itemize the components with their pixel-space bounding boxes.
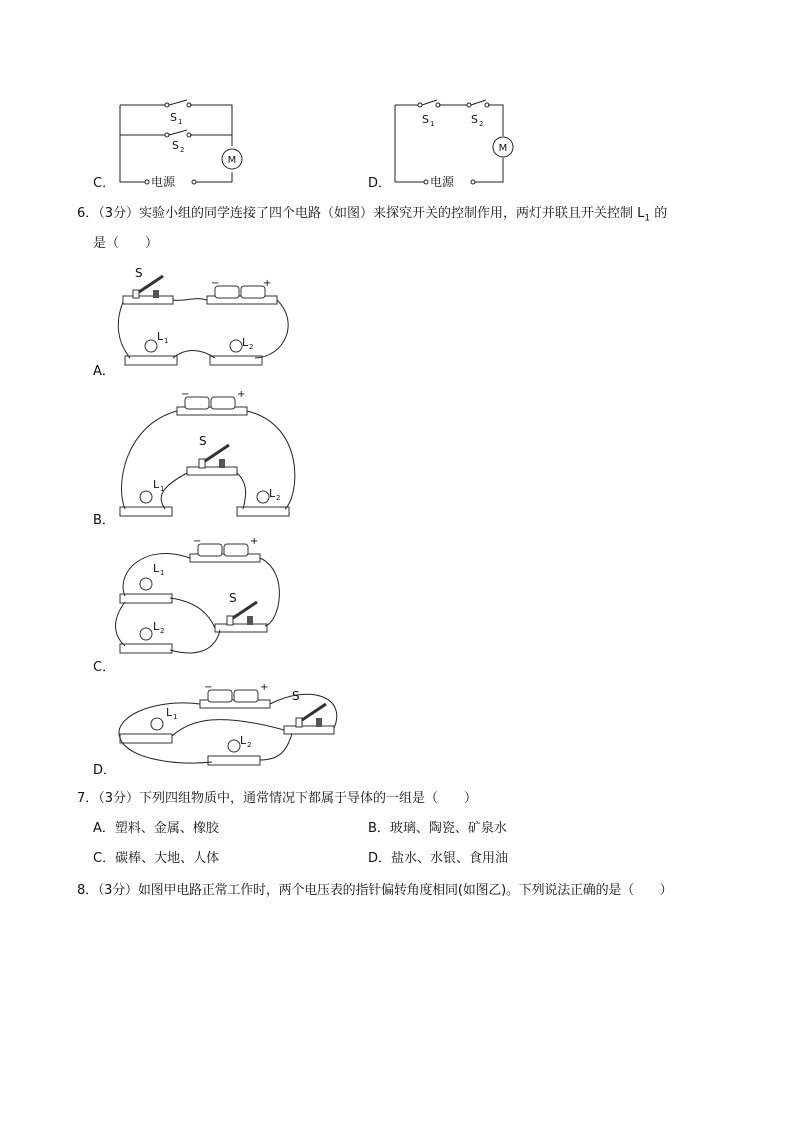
lamp-sub: 2 bbox=[160, 627, 165, 635]
q6-option-b-label: B． bbox=[93, 513, 115, 528]
q6-stem-tail: 的 bbox=[650, 206, 668, 221]
q5-option-c-label: C． bbox=[93, 176, 116, 191]
q6-stem-line1 bbox=[77, 206, 667, 227]
q5d-s2-sub: 2 bbox=[479, 120, 484, 128]
battery-minus: − bbox=[211, 278, 220, 289]
q5d-power: 电源 bbox=[430, 175, 455, 189]
lamp-label: L bbox=[269, 487, 276, 500]
bulb-icon bbox=[228, 740, 240, 752]
bulb-icon bbox=[230, 340, 242, 352]
q5d-s1-sub: 1 bbox=[430, 120, 435, 128]
q6-stem-text: 6．（3分）实验小组的同学连接了四个电路（如图）来探究开关的控制作用，两灯并联且开关控制 L bbox=[77, 206, 645, 221]
lamp-label: L bbox=[242, 336, 249, 349]
q7-stem: 7．（3分）下列四组物质中，通常情况下都属于导体的一组是（ ） bbox=[77, 791, 478, 806]
q7-option-c-label: C． bbox=[93, 851, 116, 866]
bulb-icon bbox=[140, 491, 152, 503]
q6-option-d-label: D． bbox=[93, 763, 117, 778]
q5-option-c-diagram bbox=[110, 100, 250, 192]
q6-option-b-diagram bbox=[115, 385, 305, 525]
battery-plus: + bbox=[260, 682, 269, 693]
switch-label: S bbox=[135, 266, 143, 280]
lamp-label: L bbox=[153, 478, 160, 491]
q7-option-c-text: 碳棒、大地、人体 bbox=[115, 851, 220, 866]
bulb-icon bbox=[140, 578, 152, 590]
q5c-s1-sub: 1 bbox=[178, 118, 183, 126]
bulb-icon bbox=[257, 491, 269, 503]
q5d-s2: S bbox=[471, 113, 478, 126]
battery-minus: − bbox=[181, 389, 190, 400]
q6-option-c-label: C． bbox=[93, 660, 116, 675]
q7-option-b[interactable] bbox=[368, 821, 507, 837]
q7-option-d[interactable] bbox=[368, 851, 508, 867]
switch-label: S bbox=[199, 434, 207, 448]
q7-option-d-text: 盐水、水银、食用油 bbox=[391, 851, 509, 866]
q7-option-c[interactable] bbox=[93, 851, 219, 867]
bulb-icon bbox=[140, 628, 152, 640]
lamp-sub: 2 bbox=[276, 494, 281, 502]
q5-option-d-label: D． bbox=[368, 176, 392, 191]
q5c-s2-sub: 2 bbox=[180, 146, 185, 154]
q6-stem-line2: 是（ ） bbox=[93, 236, 159, 251]
lamp-label: L bbox=[157, 330, 164, 343]
switch-label: S bbox=[229, 591, 237, 605]
q5d-motor-text: M bbox=[498, 143, 508, 154]
q5c-s2: S bbox=[172, 139, 179, 152]
battery-plus: + bbox=[250, 536, 259, 547]
lamp-sub: 2 bbox=[249, 343, 254, 351]
switch-label: S bbox=[292, 689, 300, 703]
battery-minus: − bbox=[204, 682, 213, 693]
q6-option-d-diagram bbox=[112, 678, 352, 774]
lamp-label: L bbox=[166, 706, 173, 719]
q5-option-d-diagram bbox=[385, 100, 525, 192]
lamp-label: L bbox=[153, 562, 160, 575]
q8-stem: 8．（3分）如图甲电路正常工作时，两个电压表的指针偏转角度相同(如图乙)。下列说法正确的是（ ） bbox=[77, 883, 673, 898]
lamp-sub: 1 bbox=[164, 337, 169, 345]
bulb-icon bbox=[151, 718, 163, 730]
q6-option-a-diagram bbox=[115, 262, 295, 377]
lamp-sub: 1 bbox=[160, 485, 165, 493]
q7-option-a-label: A． bbox=[93, 821, 115, 836]
lamp-label: L bbox=[153, 620, 160, 633]
battery-plus: + bbox=[237, 389, 246, 400]
q5c-motor-text: M bbox=[227, 155, 237, 166]
lamp-label: L bbox=[240, 734, 247, 747]
q7-option-d-label: D． bbox=[368, 851, 392, 866]
q7-option-a-text: 塑料、金属、橡胶 bbox=[114, 821, 219, 836]
lamp-sub: 1 bbox=[160, 569, 165, 577]
battery-minus: − bbox=[193, 536, 202, 547]
q6-stem-sub: 1 bbox=[644, 213, 651, 224]
lamp-sub: 1 bbox=[173, 713, 178, 721]
q6-option-c-diagram bbox=[115, 532, 295, 662]
q7-option-b-label: B． bbox=[368, 821, 390, 836]
q7-option-a[interactable] bbox=[93, 821, 219, 837]
q7-option-b-text: 玻璃、陶瓷、矿泉水 bbox=[389, 821, 507, 836]
bulb-icon bbox=[145, 340, 157, 352]
battery-plus: + bbox=[263, 278, 272, 289]
q5c-s1: S bbox=[170, 111, 177, 124]
q6-option-a-label: A． bbox=[93, 364, 115, 379]
q5d-s1: S bbox=[422, 113, 429, 126]
q5c-power: 电源 bbox=[151, 175, 176, 189]
lamp-sub: 2 bbox=[247, 741, 252, 749]
